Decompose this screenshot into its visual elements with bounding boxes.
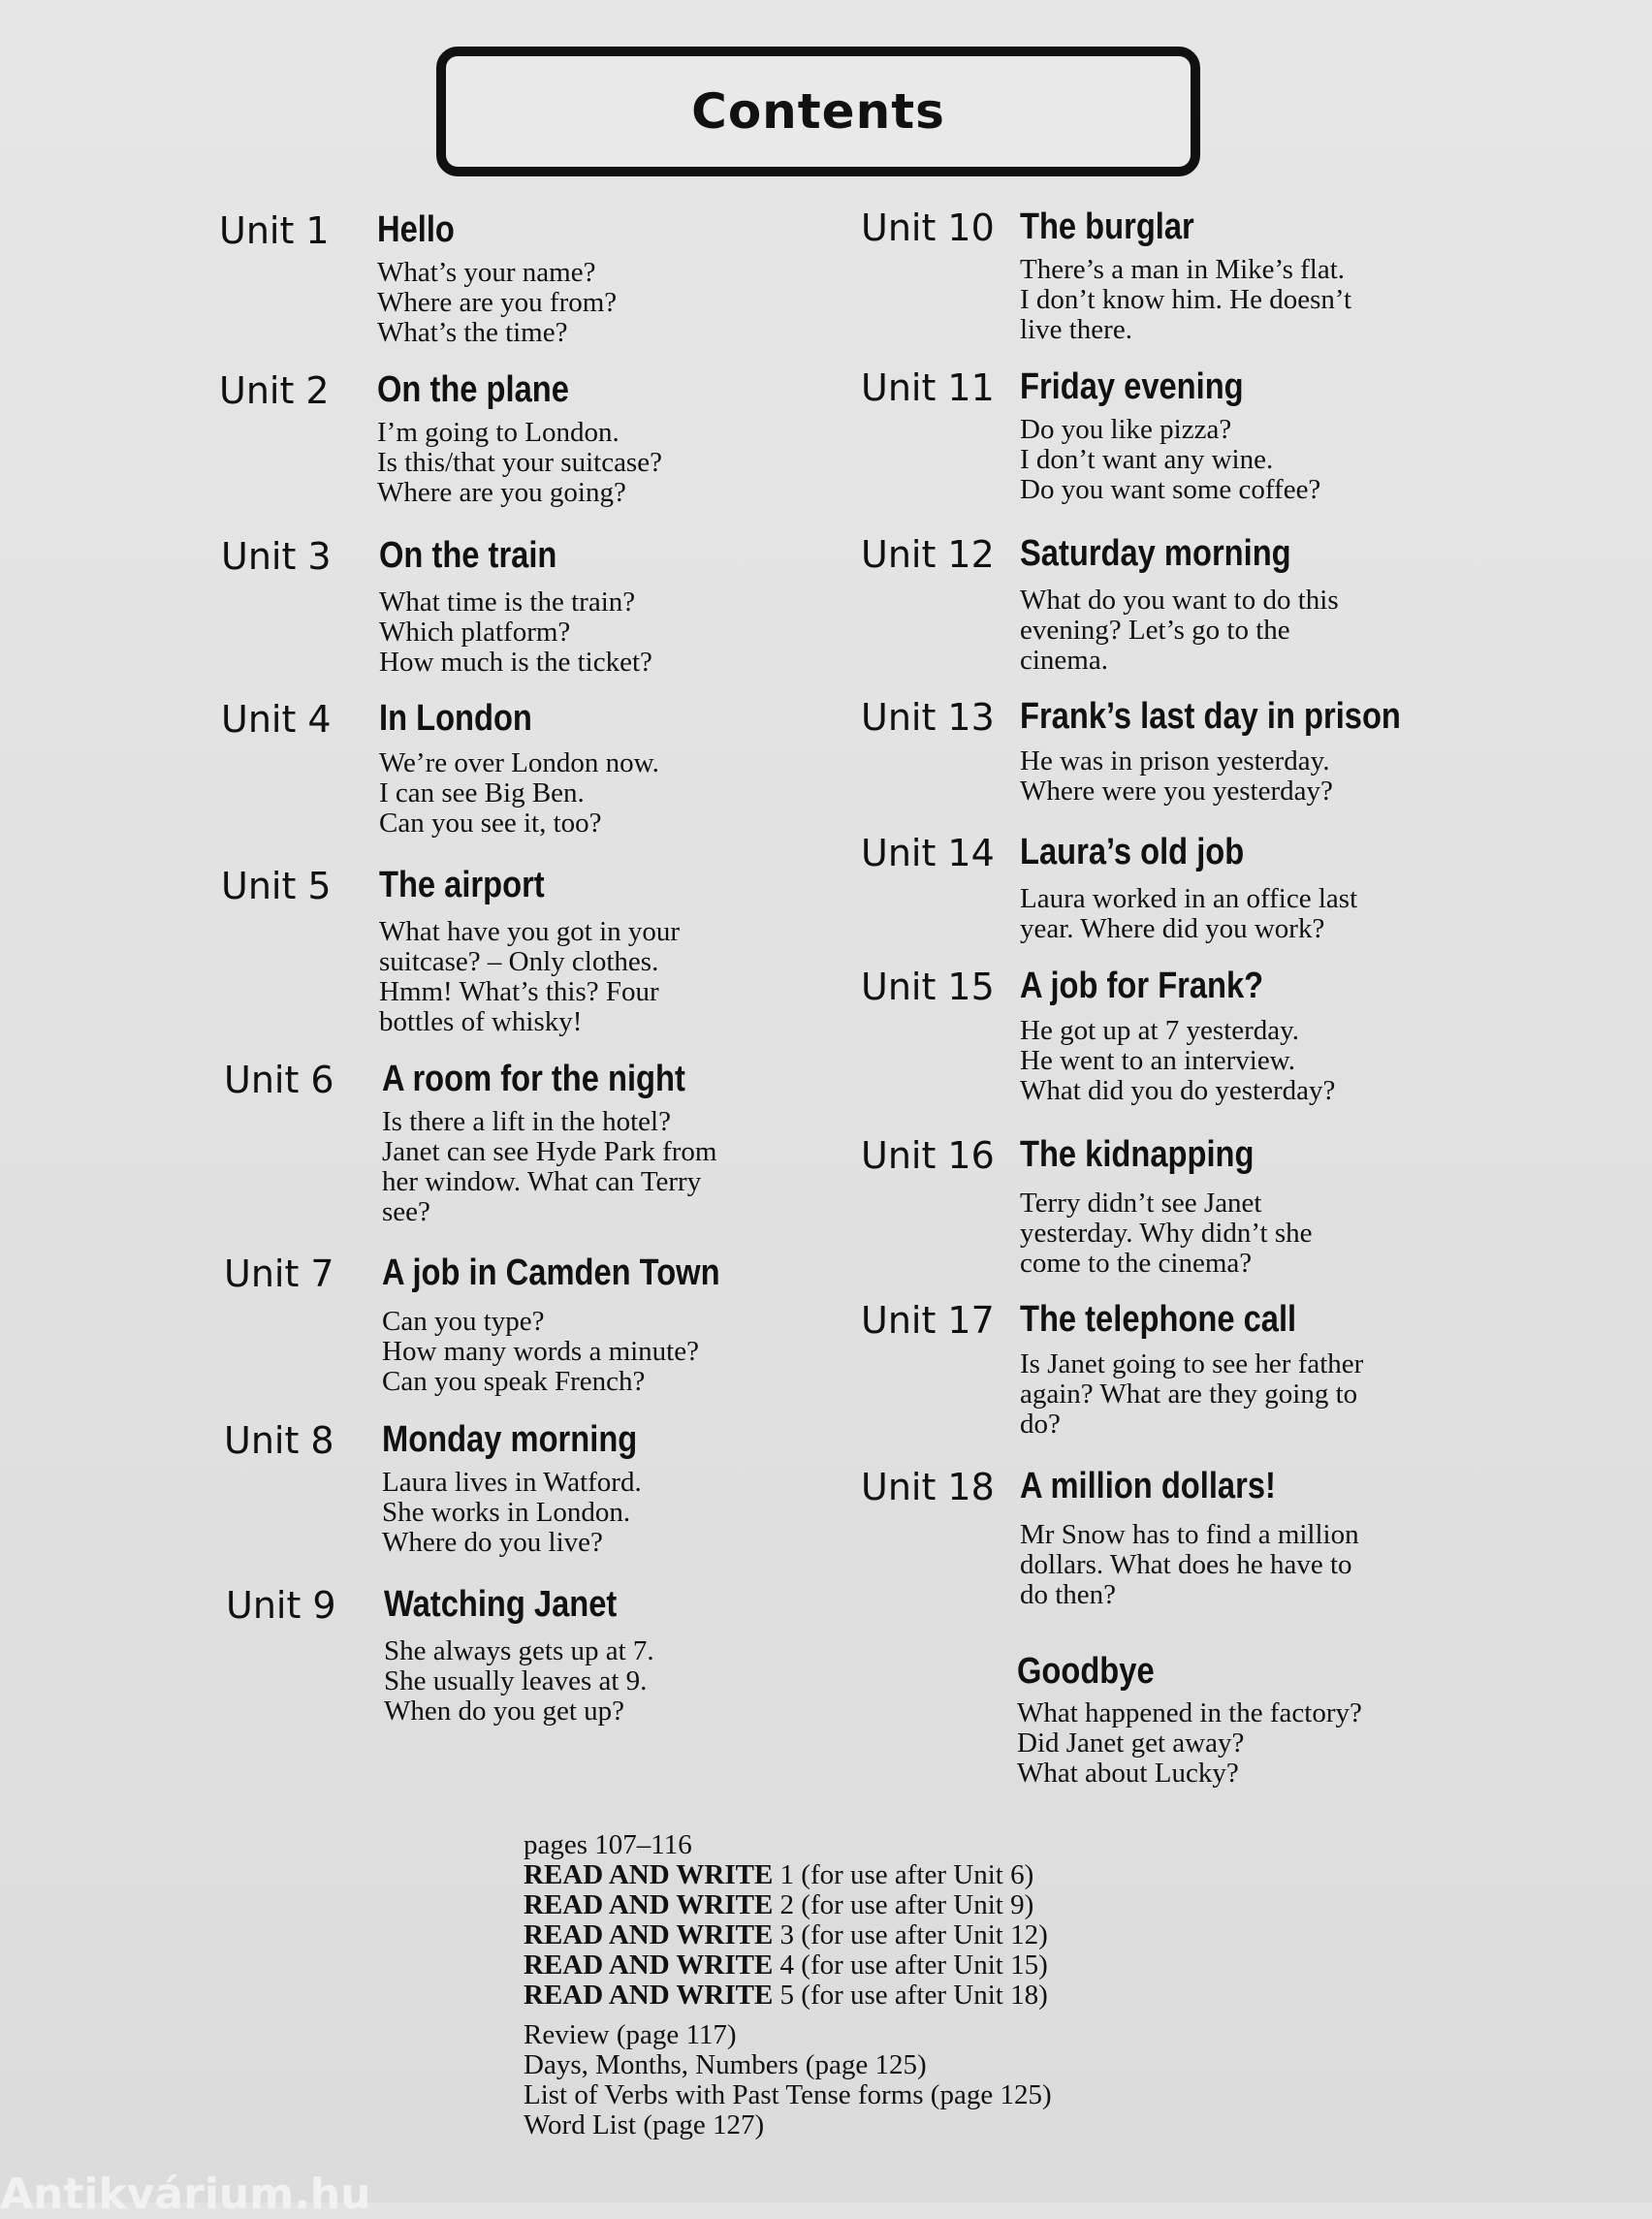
- unit-title: A job for Frank?: [1020, 966, 1264, 1006]
- summary-line: She always gets up at 7.: [384, 1635, 654, 1666]
- unit-title: On the plane: [377, 369, 569, 410]
- unit-title: A room for the night: [382, 1059, 685, 1099]
- read-write-item: [524, 1860, 1052, 1890]
- read-write-label: READ AND WRITE: [524, 1950, 774, 1981]
- unit-label: Unit 16: [861, 1134, 995, 1177]
- summary-line: Which platform?: [379, 617, 571, 648]
- unit-summary: [379, 917, 680, 1037]
- unit-summary: [1020, 415, 1320, 505]
- extra-item: Word List (page 127): [524, 2109, 765, 2140]
- summary-line: Do you like pizza?: [1020, 414, 1232, 445]
- unit-label: Unit 6: [224, 1059, 334, 1101]
- unit-title: On the train: [379, 535, 557, 576]
- summary-line: Where are you going?: [377, 477, 626, 508]
- summary-line: She usually leaves at 9.: [384, 1665, 648, 1696]
- summary-line: I can see Big Ben.: [379, 777, 585, 808]
- summary-line: Laura worked in an office last: [1020, 883, 1358, 914]
- summary-line: again? What are they going to: [1020, 1379, 1358, 1410]
- unit-title: A million dollars!: [1020, 1466, 1276, 1506]
- read-write-label: READ AND WRITE: [524, 1919, 774, 1950]
- extra-item: List of Verbs with Past Tense forms (page 125): [524, 2079, 1052, 2110]
- read-write-item: [524, 1981, 1052, 2011]
- summary-line: What’s your name?: [377, 257, 596, 288]
- summary-line: How much is the ticket?: [379, 647, 652, 678]
- summary-line: do?: [1020, 1409, 1061, 1440]
- unit-summary: [379, 748, 659, 839]
- unit-summary: [382, 1468, 642, 1558]
- unit-label: Unit 3: [221, 535, 332, 578]
- summary-line: come to the cinema?: [1020, 1248, 1253, 1279]
- unit-summary: [1020, 1189, 1312, 1279]
- summary-line: What about Lucky?: [1017, 1758, 1239, 1789]
- summary-line: He went to an interview.: [1020, 1045, 1295, 1076]
- goodbye-summary: [1017, 1698, 1362, 1789]
- summary-line: suitcase? – Only clothes.: [379, 946, 659, 977]
- summary-line: What’s the time?: [377, 317, 568, 348]
- unit-label: Unit 1: [219, 209, 330, 252]
- unit-label: Unit 2: [219, 369, 330, 412]
- unit-label: Unit 11: [861, 366, 995, 409]
- summary-line: Where do you live?: [382, 1527, 603, 1558]
- summary-line: She works in London.: [382, 1497, 631, 1528]
- unit-summary: [1020, 746, 1333, 807]
- unit-label: Unit 4: [221, 698, 332, 741]
- supplementary-list: [524, 1830, 1052, 2140]
- unit-title: Saturday morning: [1020, 533, 1291, 574]
- extra-item: Days, Months, Numbers (page 125): [524, 2049, 927, 2080]
- page-title: Contents: [691, 83, 945, 140]
- summary-line: see?: [382, 1196, 430, 1227]
- pages-range: pages 107–116: [524, 1829, 692, 1860]
- unit-summary: [379, 587, 652, 678]
- unit-label: Unit 18: [861, 1466, 995, 1508]
- unit-title: Friday evening: [1020, 366, 1244, 407]
- read-write-label: READ AND WRITE: [524, 1859, 774, 1890]
- unit-title: In London: [379, 698, 532, 739]
- unit-summary: [1020, 1349, 1363, 1440]
- read-write-detail: 1 (for use after Unit 6): [773, 1859, 1034, 1890]
- unit-title: The telephone call: [1020, 1299, 1297, 1340]
- unit-title: Watching Janet: [384, 1584, 618, 1625]
- unit-summary: [1020, 1520, 1359, 1610]
- unit-summary: [377, 258, 617, 348]
- summary-line: Laura lives in Watford.: [382, 1467, 642, 1498]
- unit-title: Laura’s old job: [1020, 832, 1245, 872]
- summary-line: Can you speak French?: [382, 1366, 646, 1397]
- summary-line: We’re over London now.: [379, 747, 659, 778]
- summary-line: Hmm! What’s this? Four: [379, 976, 659, 1007]
- unit-summary: [1020, 255, 1351, 345]
- summary-line: Where are you from?: [377, 287, 618, 318]
- summary-line: What time is the train?: [379, 586, 636, 618]
- summary-line: When do you get up?: [384, 1696, 625, 1727]
- summary-line: Janet can see Hyde Park from: [382, 1136, 717, 1167]
- unit-label: Unit 5: [221, 865, 332, 907]
- unit-summary: [382, 1307, 699, 1397]
- summary-line: Can you see it, too?: [379, 808, 602, 839]
- unit-label: Unit 8: [224, 1419, 334, 1462]
- unit-summary: [1020, 586, 1339, 676]
- unit-title: A job in Camden Town: [382, 1252, 720, 1293]
- unit-summary: [377, 418, 662, 508]
- unit-summary: [1020, 1016, 1335, 1106]
- summary-line: Is Janet going to see her father: [1020, 1348, 1364, 1379]
- unit-title: The airport: [379, 865, 545, 905]
- unit-title: The kidnapping: [1020, 1134, 1255, 1175]
- read-write-detail: 2 (for use after Unit 9): [773, 1889, 1034, 1920]
- read-write-item: [524, 1890, 1052, 1920]
- summary-line: What do you want to do this: [1020, 585, 1339, 616]
- summary-line: yesterday. Why didn’t she: [1020, 1218, 1313, 1249]
- unit-title: The burglar: [1020, 206, 1194, 247]
- unit-label: Unit 13: [861, 696, 995, 739]
- summary-line: How many words a minute?: [382, 1336, 699, 1367]
- unit-label: Unit 9: [226, 1584, 336, 1627]
- read-write-detail: 4 (for use after Unit 15): [773, 1950, 1048, 1981]
- summary-line: He got up at 7 yesterday.: [1020, 1015, 1300, 1046]
- unit-label: Unit 10: [861, 206, 995, 249]
- unit-summary: [384, 1636, 654, 1727]
- summary-line: her window. What can Terry: [382, 1166, 702, 1197]
- summary-line: Is this/that your suitcase?: [377, 447, 662, 478]
- read-write-item: [524, 1950, 1052, 1981]
- summary-line: Can you type?: [382, 1306, 545, 1337]
- unit-label: Unit 14: [861, 832, 995, 874]
- summary-line: Do you want some coffee?: [1020, 474, 1321, 505]
- extra-item: Review (page 117): [524, 2019, 737, 2050]
- read-write-detail: 5 (for use after Unit 18): [773, 1980, 1048, 2011]
- summary-line: bottles of whisky!: [379, 1006, 583, 1037]
- summary-line: What did you do yesterday?: [1020, 1075, 1336, 1106]
- summary-line: live there.: [1020, 314, 1132, 345]
- unit-title: Frank’s last day in prison: [1020, 696, 1401, 737]
- unit-summary: [1020, 884, 1357, 944]
- summary-line: What happened in the factory?: [1017, 1697, 1362, 1728]
- summary-line: Is there a lift in the hotel?: [382, 1106, 671, 1137]
- summary-line: I don’t want any wine.: [1020, 444, 1274, 475]
- summary-line: do then?: [1020, 1579, 1117, 1610]
- unit-label: Unit 12: [861, 533, 995, 576]
- summary-line: Did Janet get away?: [1017, 1728, 1245, 1759]
- summary-line: He was in prison yesterday.: [1020, 745, 1330, 777]
- read-write-item: [524, 1920, 1052, 1950]
- unit-summary: [382, 1107, 716, 1227]
- summary-line: Mr Snow has to find a million: [1020, 1519, 1359, 1550]
- summary-line: What have you got in your: [379, 916, 681, 947]
- unit-title: Hello: [377, 209, 455, 250]
- unit-label: Unit 15: [861, 966, 995, 1008]
- read-write-label: READ AND WRITE: [524, 1889, 774, 1920]
- summary-line: I don’t know him. He doesn’t: [1020, 284, 1352, 315]
- read-write-detail: 3 (for use after Unit 12): [773, 1919, 1048, 1950]
- summary-line: cinema.: [1020, 645, 1108, 676]
- read-write-label: READ AND WRITE: [524, 1980, 774, 2011]
- summary-line: Where were you yesterday?: [1020, 776, 1333, 807]
- summary-line: year. Where did you work?: [1020, 913, 1325, 944]
- summary-line: I’m going to London.: [377, 417, 620, 448]
- summary-line: evening? Let’s go to the: [1020, 615, 1290, 646]
- contents-title-box: [436, 47, 1200, 176]
- summary-line: Terry didn’t see Janet: [1020, 1188, 1262, 1219]
- unit-label: Unit 17: [861, 1299, 995, 1342]
- goodbye-title: Goodbye: [1017, 1651, 1155, 1692]
- unit-label: Unit 7: [224, 1252, 334, 1295]
- unit-title: Monday morning: [382, 1419, 638, 1460]
- summary-line: dollars. What does he have to: [1020, 1549, 1352, 1580]
- watermark: Antikvárium.hu: [0, 2170, 371, 2219]
- summary-line: There’s a man in Mike’s flat.: [1020, 254, 1346, 285]
